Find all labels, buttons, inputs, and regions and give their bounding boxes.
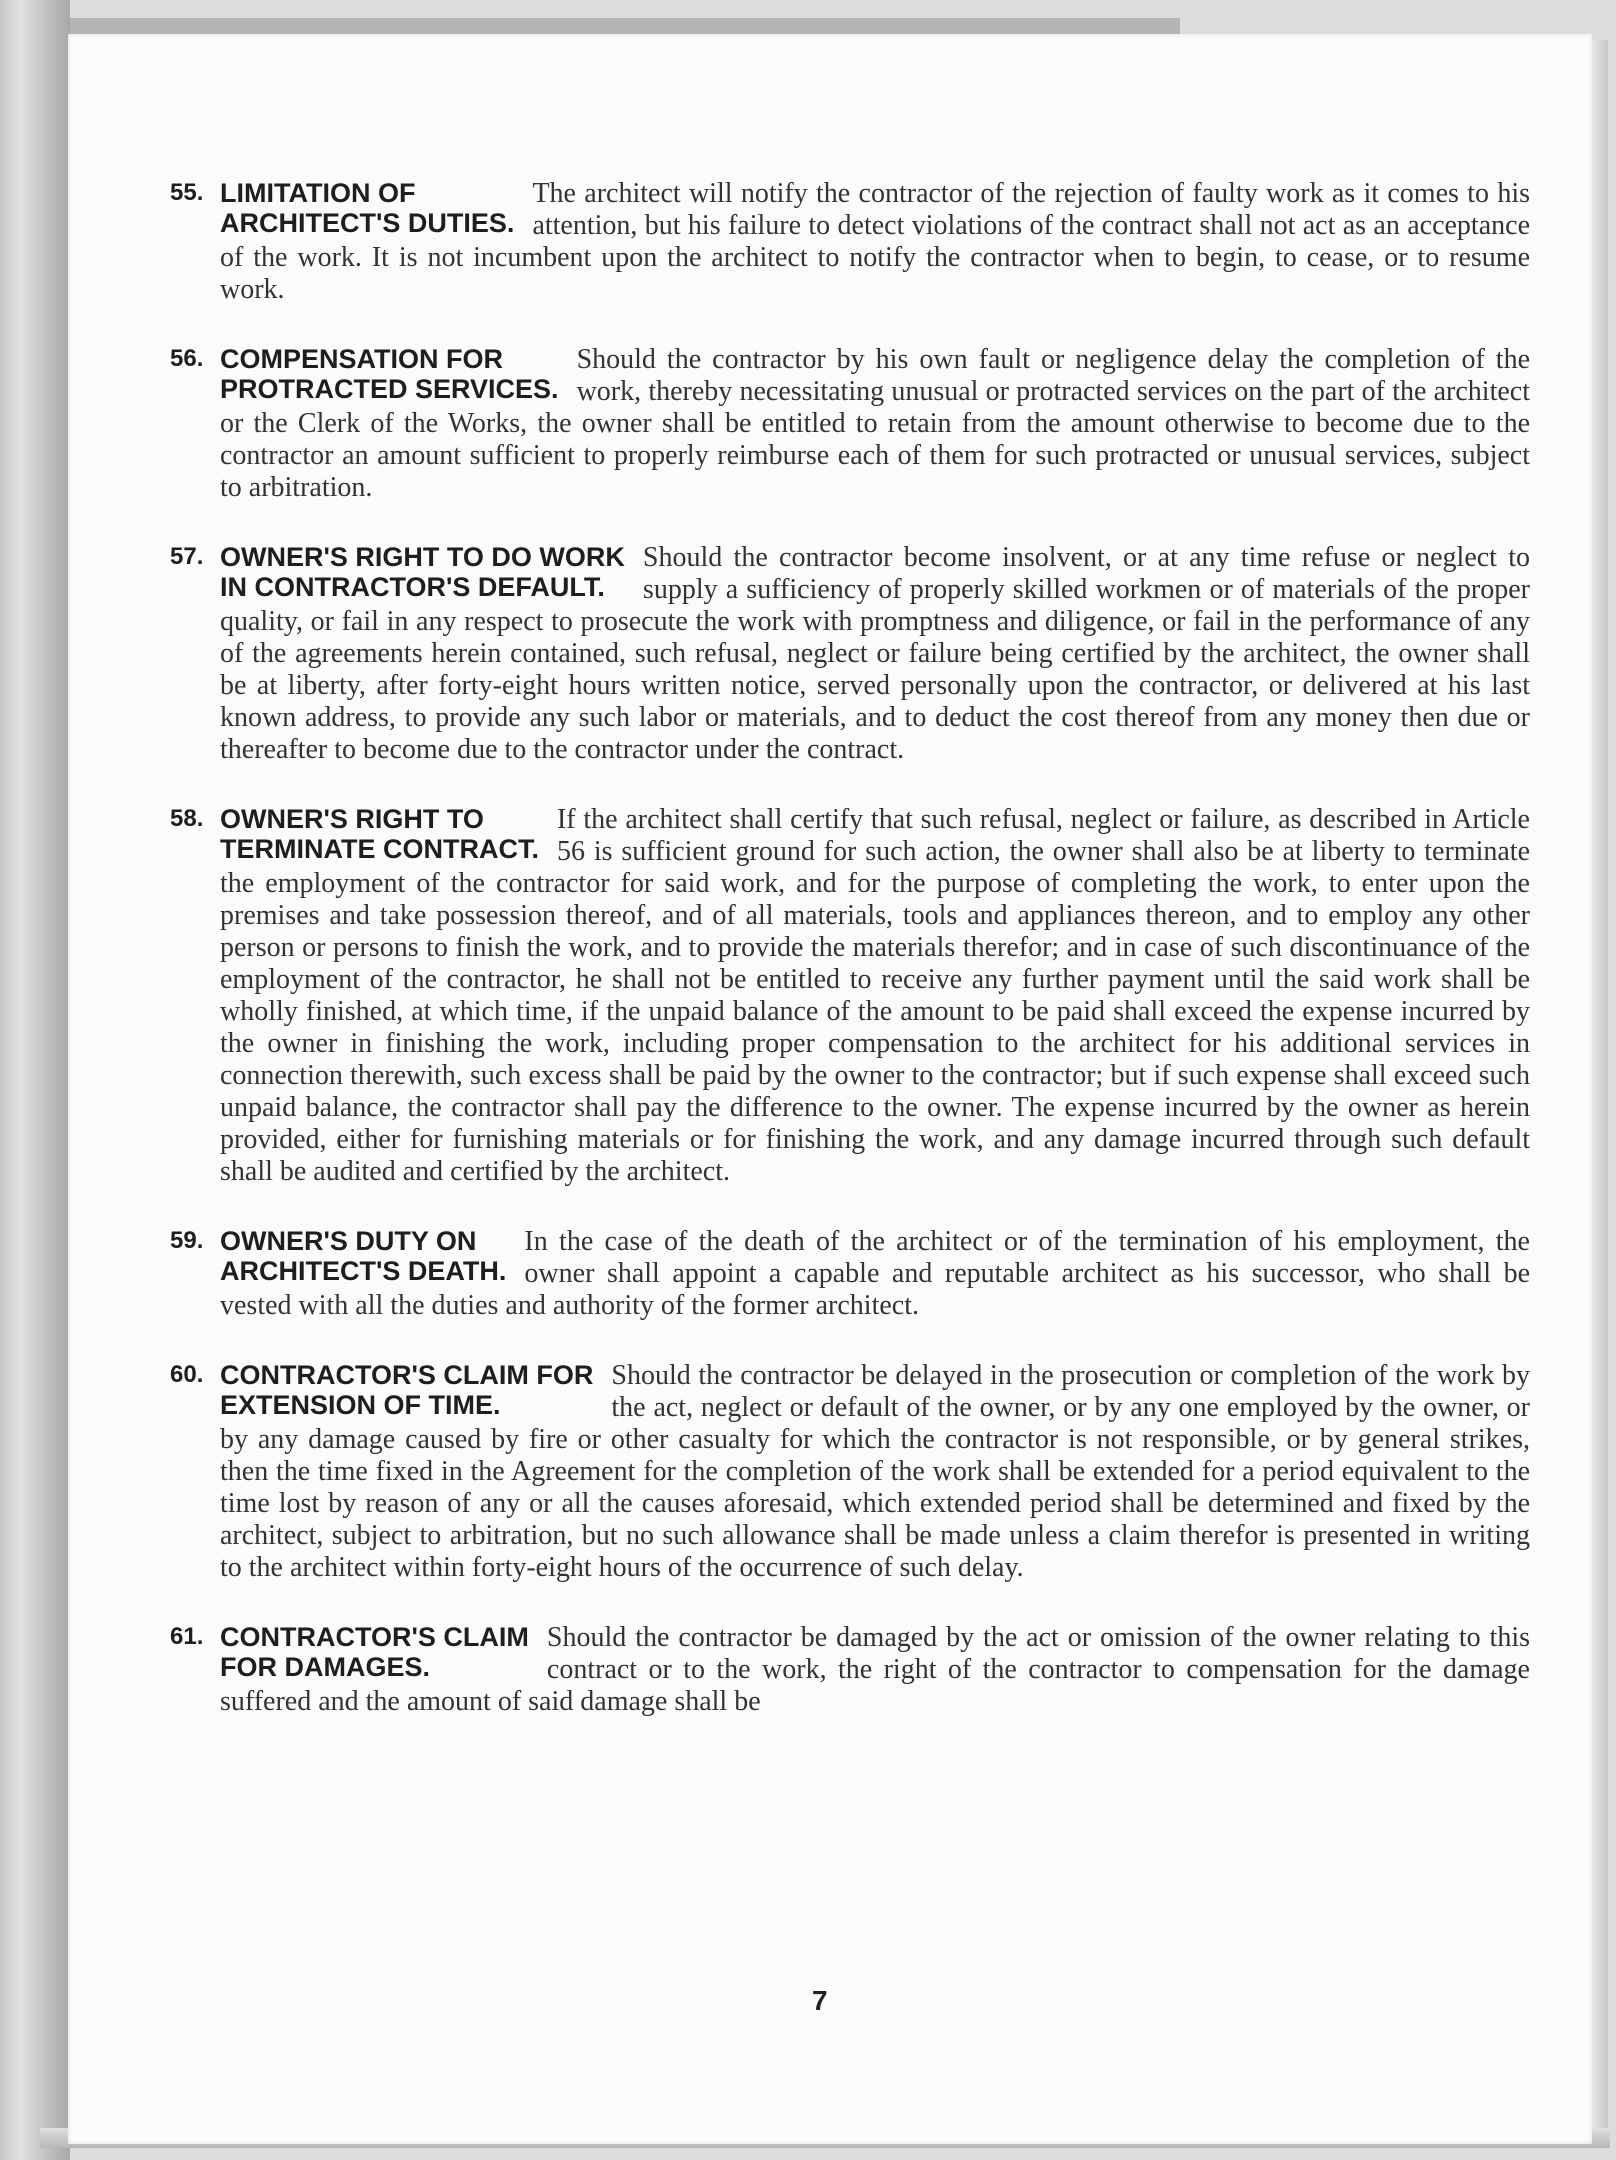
article-heading-line2: ARCHITECT'S DUTIES. xyxy=(220,208,515,238)
article-heading-line2: EXTENSION OF TIME. xyxy=(220,1390,501,1420)
article-heading-line1: OWNER'S DUTY ON xyxy=(220,1226,477,1256)
article-number: 60. xyxy=(170,1361,204,1388)
article-text: In the case of the death of the architect or of the termination of his employment, the owner shall appoint a capable and reputable architect as his successor, who shall be vested with all the duties and authority of the former architect. xyxy=(220,1226,1530,1321)
article-heading-line2: PROTRACTED SERVICES. xyxy=(220,374,559,404)
article-56 xyxy=(170,344,1530,504)
article-number: 61. xyxy=(170,1623,204,1650)
article-number: 58. xyxy=(170,805,204,832)
book-binding-edge xyxy=(0,0,70,2160)
article-text: Should the contractor be damaged by the act or omission of the owner relating to this contract or to the work, the right of the contractor to compensation for the damage suffered and the amount of said damage shall be xyxy=(220,1622,1530,1717)
article-heading xyxy=(220,344,559,404)
article-heading-line1: OWNER'S RIGHT TO xyxy=(220,804,484,834)
article-text: Should the contractor be delayed in the prosecution or completion of the work by the act, neglect or default of the owner, or by any one employed by the owner, or by any damage caused by fire or other casualty for which the contractor is not responsible, or by general strikes, then the time fixed in the Agreement for the completion of the work shall be extended for a period equivalent to the time lost by reason of any or all the causes aforesaid, which extended period shall be determined and fixed by the architect, subject to arbitration, but no such allowance shall be made unless a claim therefor is presented in writing to the architect within forty-eight hours of the occurrence of such delay. xyxy=(220,1360,1530,1583)
article-text: The architect will notify the contractor of the rejection of faulty work as it comes to his attention, but his failure to detect violations of the contract shall not act as an acceptance of the work. It is not incumbent upon the architect to notify the contractor when to begin, to cease, or to resume work. xyxy=(220,178,1530,305)
article-58 xyxy=(170,804,1530,1188)
article-text: Should the contractor become insolvent, or at any time refuse or neglect to supply a sufficiency of properly skilled workmen or of materials of the proper quality, or fail in any respect to prosecute the work with promptness and diligence, or fail in the performance of any of the agreements herein contained, such refusal, neglect or failure being certified by the architect, the owner shall be at liberty, after forty-eight hours written notice, served personally upon the contractor, or delivered at his last known address, to provide any such labor or materials, and to deduct the cost thereof from any money then due or thereafter to become due to the contractor under the contract. xyxy=(220,542,1530,765)
article-heading xyxy=(220,804,539,864)
article-59 xyxy=(170,1226,1530,1322)
article-heading-line1: COMPENSATION FOR xyxy=(220,344,503,374)
page-right-edge xyxy=(1592,40,1608,2140)
article-number: 56. xyxy=(170,345,204,372)
article-heading-line1: CONTRACTOR'S CLAIM xyxy=(220,1622,529,1652)
article-text: If the architect shall certify that such refusal, neglect or failure, as described in Article 56 is sufficient ground for such action, the owner shall also be at liberty to terminate the employment of the contractor for said work, and for the purpose of completing the work, to enter upon the premises and take possession thereof, and of all materials, tools and appliances thereon, and to employ any other person or persons to finish the work, and to provide the materials therefor; and in case of such discontinuance of the employment of the contractor, he shall not be entitled to receive any further payment until the said work shall be wholly finished, at which time, if the unpaid balance of the amount to be paid shall exceed the expense incurred by the owner in finishing the work, including proper compensation to the architect for his additional services in connection therewith, such excess shall be paid by the owner to the contractor; but if such expense shall exceed such unpaid balance, the contractor shall pay the difference to the owner. The expense incurred by the owner as herein provided, either for furnishing materials or for finishing the work, and any damage incurred through such default shall be audited and certified by the architect. xyxy=(220,804,1530,1187)
article-heading-line1: CONTRACTOR'S CLAIM FOR xyxy=(220,1360,594,1390)
article-heading xyxy=(220,1360,593,1420)
article-heading-line2: IN CONTRACTOR'S DEFAULT. xyxy=(220,572,605,602)
article-61 xyxy=(170,1622,1530,1718)
article-heading xyxy=(220,1226,506,1286)
article-number: 59. xyxy=(170,1227,204,1254)
article-57 xyxy=(170,542,1530,766)
article-text: Should the contractor by his own fault or negligence delay the completion of the work, thereby necessitating unusual or protracted services on the part of the architect or the Clerk of the Works, the owner shall be entitled to retain from the amount otherwise to become due to the contractor an amount sufficient to properly reimburse each of them for such protracted or unusual services, subject to arbitration. xyxy=(220,344,1530,503)
article-heading-line2: ARCHITECT'S DEATH. xyxy=(220,1256,507,1286)
article-55 xyxy=(170,178,1530,306)
article-number: 55. xyxy=(170,179,204,206)
article-number: 57. xyxy=(170,543,204,570)
article-heading-line2: FOR DAMAGES. xyxy=(220,1652,431,1682)
article-heading-line1: OWNER'S RIGHT TO DO WORK xyxy=(220,542,625,572)
article-heading xyxy=(220,542,625,602)
article-heading xyxy=(220,1622,529,1682)
page-number: 7 xyxy=(812,1985,828,2016)
article-heading-line1: LIMITATION OF xyxy=(220,178,416,208)
document-content xyxy=(170,178,1530,1756)
article-60 xyxy=(170,1360,1530,1584)
article-heading-line2: TERMINATE CONTRACT. xyxy=(220,834,539,864)
article-heading xyxy=(220,178,514,238)
